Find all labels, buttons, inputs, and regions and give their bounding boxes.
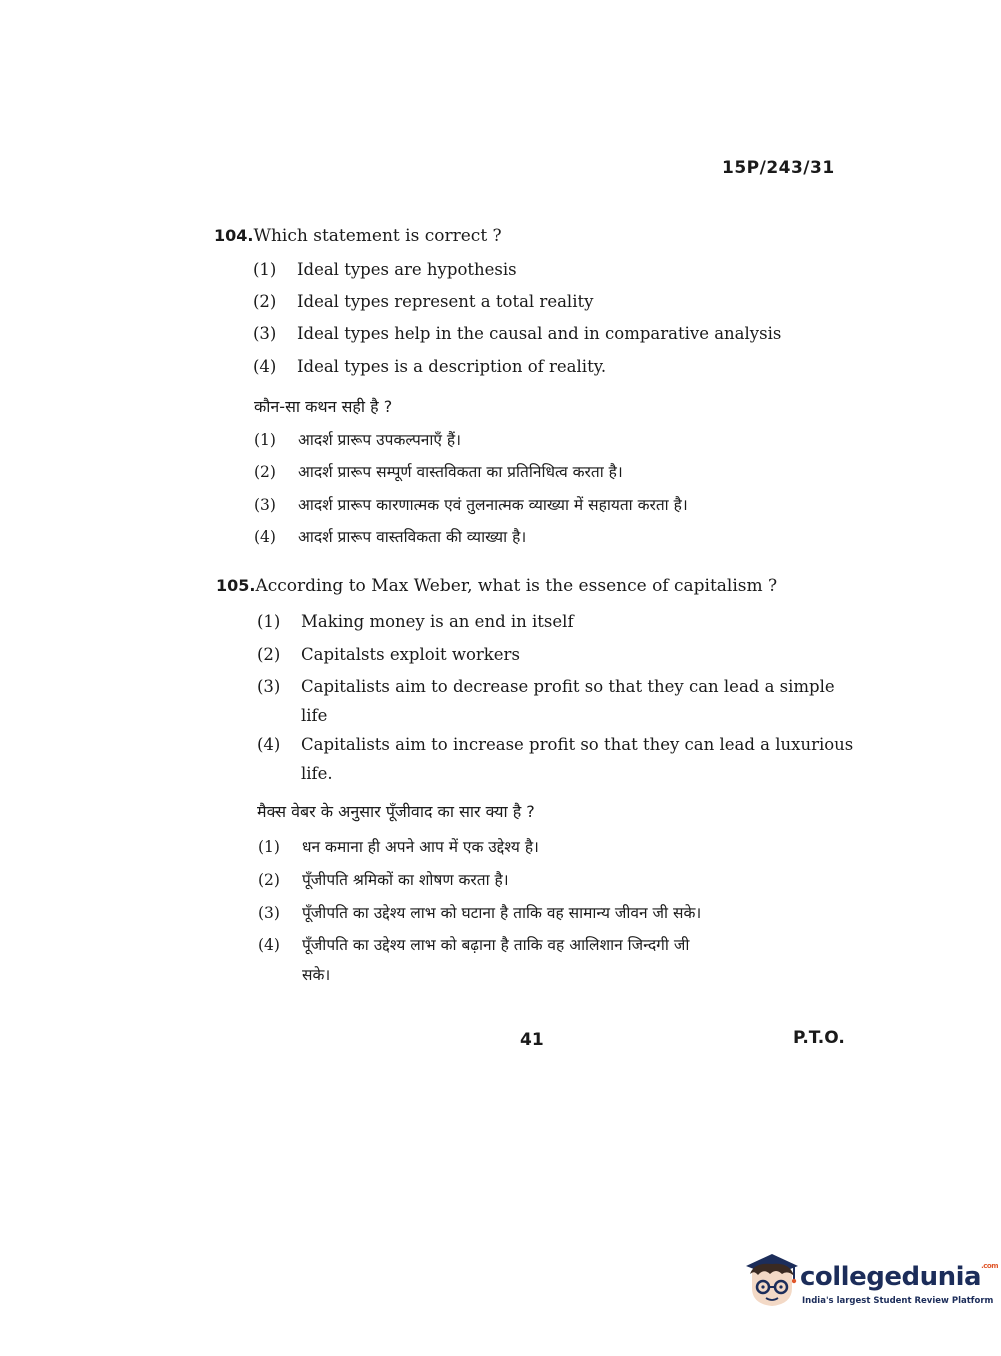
option-text	[302, 930, 689, 990]
option-number: (2)	[257, 645, 281, 664]
question-104-heading	[214, 226, 502, 246]
option-en-4	[257, 730, 853, 788]
brand-suffix: .com	[981, 1262, 998, 1270]
brand-name	[800, 1262, 998, 1292]
pto-label: P.T.O.	[793, 1028, 845, 1048]
option-text-line: life	[301, 706, 328, 725]
option-text: Ideal types are hypothesis	[297, 260, 517, 279]
option-en-1	[253, 255, 517, 284]
option-hi-4	[254, 522, 526, 552]
option-text: पूँजीपति श्रमिकों का शोषण करता है।	[302, 871, 509, 889]
option-text: पूँजीपति का उद्देश्य लाभ को घटाना है ताकि वह सामान्य जीवन जी सके।	[302, 904, 702, 922]
option-hi-3	[258, 898, 701, 928]
option-hi-4	[258, 930, 689, 990]
collegedunia-logo	[742, 1248, 998, 1318]
option-en-3	[253, 319, 781, 348]
option-number: (1)	[254, 431, 276, 449]
option-number: (2)	[254, 463, 276, 481]
option-text: आदर्श प्रारूप वास्तविकता की व्याख्या है।	[298, 528, 527, 546]
brand-text: collegedunia	[800, 1262, 982, 1292]
option-text: Ideal types help in the causal and in comparative analysis	[297, 324, 782, 343]
question-text-en: Which statement is correct ?	[253, 226, 502, 246]
option-text-line: Capitalists aim to increase profit so that they can lead a luxurious	[301, 735, 854, 754]
question-number: 104.	[214, 226, 254, 245]
option-number: (3)	[258, 904, 280, 922]
option-en-1	[257, 607, 574, 636]
question-text-hi: मैक्स वेबर के अनुसार पूँजीवाद का सार क्या है ?	[257, 802, 535, 821]
option-text: Capitalsts exploit workers	[301, 645, 520, 664]
question-text-hi: कौन-सा कथन सही है ?	[254, 397, 393, 416]
option-text-line: पूँजीपति का उद्देश्य लाभ को बढ़ाना है ताकि वह आलिशान जिन्दगी जी	[302, 936, 690, 954]
option-hi-1	[258, 832, 539, 862]
option-number: (3)	[253, 324, 277, 343]
option-hi-2	[254, 457, 623, 487]
option-en-2	[257, 640, 520, 669]
option-text: धन कमाना ही अपने आप में एक उद्देश्य है।	[302, 838, 539, 856]
paper-code: 15P/243/31	[722, 158, 835, 178]
option-text-line: life.	[301, 764, 333, 783]
option-text	[301, 672, 835, 730]
option-text: आदर्श प्रारूप कारणात्मक एवं तुलनात्मक व्याख्या में सहायता करता है।	[298, 496, 688, 514]
mascot-icon	[742, 1248, 800, 1318]
option-number: (2)	[253, 292, 277, 311]
option-number: (1)	[258, 838, 280, 856]
brand-tagline: India's largest Student Review Platform	[802, 1296, 994, 1306]
option-number: (4)	[254, 528, 276, 546]
option-text: आदर्श प्रारूप सम्पूर्ण वास्तविकता का प्रतिनिधित्व करता है।	[298, 463, 623, 481]
option-number: (2)	[258, 871, 280, 889]
option-text-line: सके।	[302, 966, 331, 984]
question-number: 105.	[216, 576, 256, 595]
option-text: Making money is an end in itself	[301, 612, 574, 631]
option-number: (1)	[253, 260, 277, 279]
option-number: (4)	[257, 735, 281, 754]
option-hi-3	[254, 490, 688, 520]
option-en-2	[253, 287, 593, 316]
question-105-heading	[216, 576, 777, 596]
option-text-line: Capitalists aim to decrease profit so that they can lead a simple	[301, 677, 835, 696]
option-text: Ideal types represent a total reality	[297, 292, 594, 311]
option-hi-1	[254, 425, 461, 455]
option-en-3	[257, 672, 835, 730]
option-number: (4)	[258, 936, 280, 954]
question-text-en: According to Max Weber, what is the essence of capitalism ?	[255, 576, 778, 596]
option-text: आदर्श प्रारूप उपकल्पनाएँ हैं।	[298, 431, 462, 449]
option-number: (4)	[253, 357, 277, 376]
page-number: 41	[520, 1030, 544, 1050]
option-hi-2	[258, 865, 509, 895]
option-en-4	[253, 352, 606, 381]
option-text: Ideal types is a description of reality.	[297, 357, 607, 376]
option-number: (3)	[254, 496, 276, 514]
option-number: (1)	[257, 612, 281, 631]
option-text	[301, 730, 853, 788]
option-number: (3)	[257, 677, 281, 696]
